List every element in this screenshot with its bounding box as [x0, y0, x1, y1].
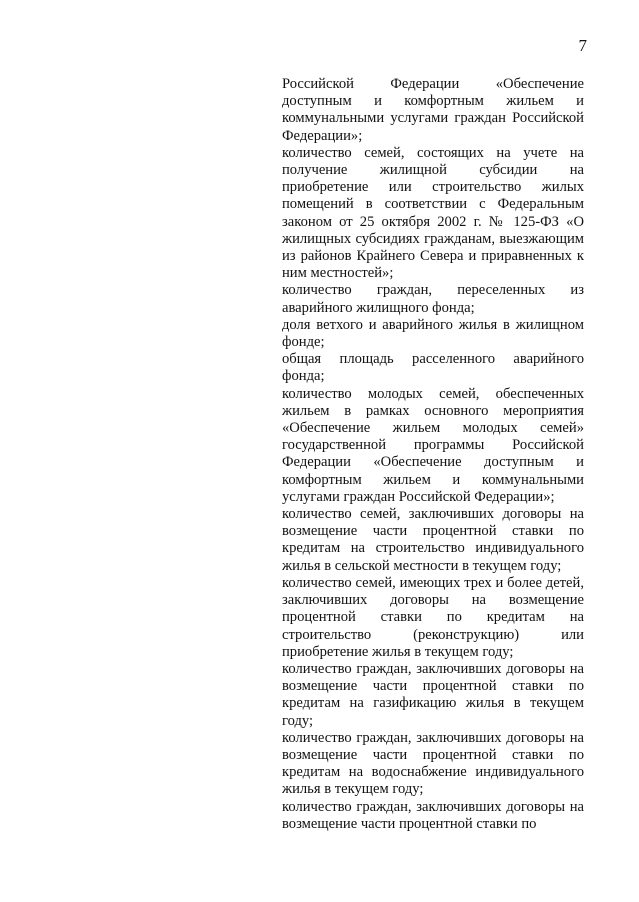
- paragraph-8: количество семей, имеющих трех и более детей, заключивших договоры на возмещение процентной ставки по кредитам на строительство (реконструкцию) или приобретение жилья в текущем году;: [282, 574, 584, 660]
- document-text-column: [282, 76, 584, 833]
- paragraph-10: количество граждан, заключивших договоры на возмещение части процентной ставки по кредитам на водоснабжение индивидуального жилья в текущем году;: [282, 729, 584, 798]
- paragraph-9: количество граждан, заключивших договоры на возмещение части процентной ставки по кредитам на газификацию жилья в текущем году;: [282, 660, 584, 729]
- paragraph-11: количество граждан, заключивших договоры на возмещение части процентной ставки по: [282, 798, 584, 832]
- paragraph-2: количество семей, состоящих на учете на получение жилищной субсидии на приобретение или строительство жилых помещений в соответствии с Федеральным законом от 25 октября 2002 г. № 125-ФЗ «О жилищных субсидиях гражданам, выезжающим из районов Крайнего Севера и приравненных к ним местностей»;: [282, 144, 584, 282]
- paragraph-1: Российской Федерации «Обеспечение доступным и комфортным жильем и коммунальными услугами граждан Российской Федерации»;: [282, 76, 584, 144]
- paragraph-6: количество молодых семей, обеспеченных жильем в рамках основного мероприятия «Обеспечение жильем молодых семей» государственной программы Российской Федерации «Обеспечение доступным и комфортным жильем и коммунальными услугами граждан Российской Федерации»;: [282, 385, 584, 505]
- paragraph-4: доля ветхого и аварийного жилья в жилищном фонде;: [282, 316, 584, 351]
- paragraph-5: общая площадь расселенного аварийного фонда;: [282, 351, 584, 385]
- page-number: 7: [578, 36, 587, 55]
- paragraph-3: количество граждан, переселенных из аварийного жилищного фонда;: [282, 282, 584, 316]
- paragraph-7: количество семей, заключивших договоры на возмещение части процентной ставки по кредитам на строительство индивидуального жилья в сельской местности в текущем году;: [282, 506, 584, 574]
